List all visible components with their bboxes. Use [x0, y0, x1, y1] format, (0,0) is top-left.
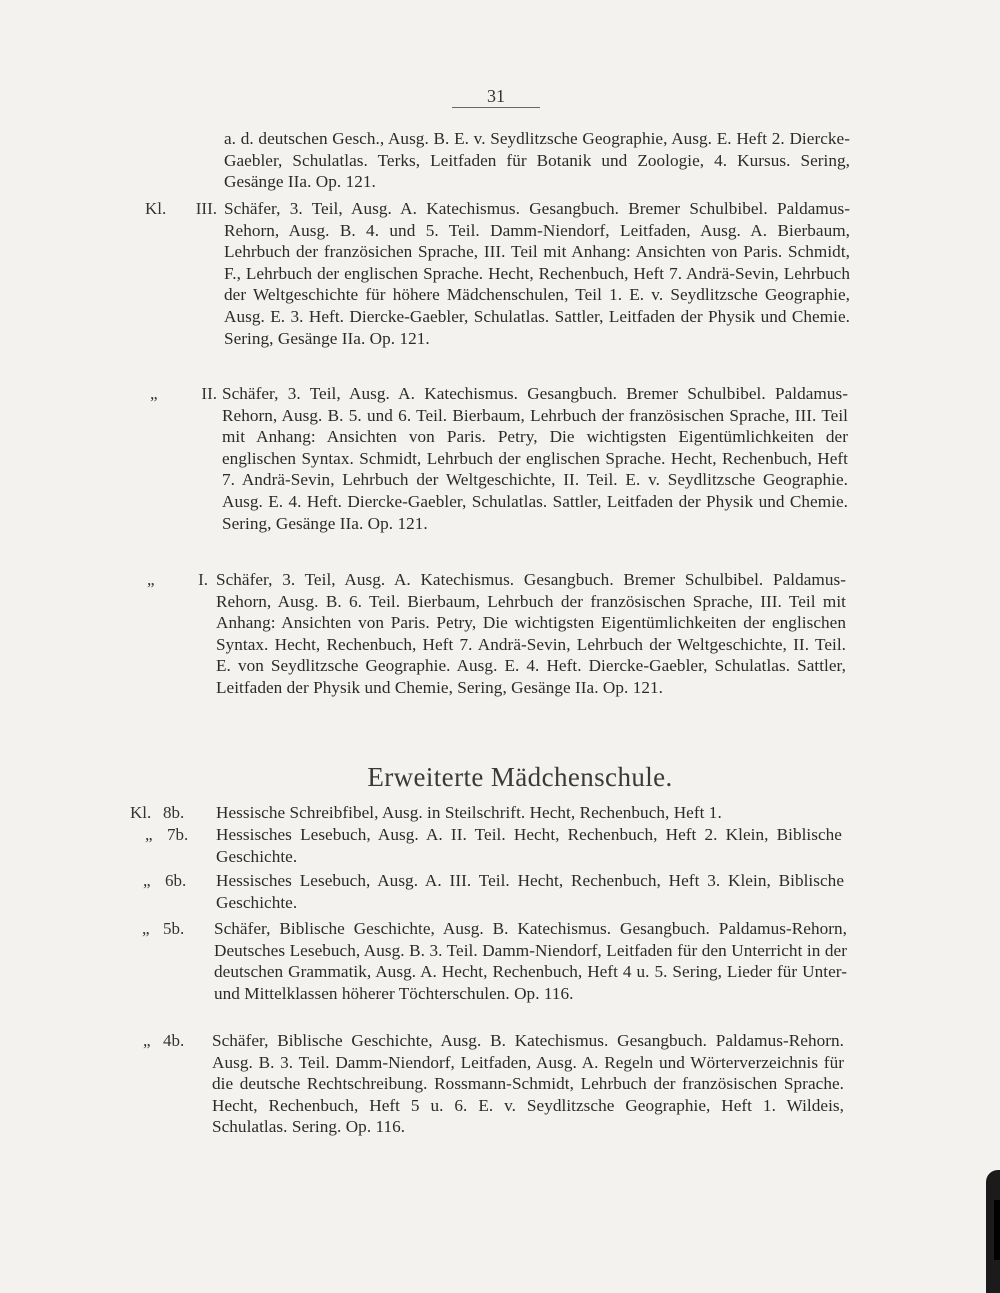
entry-prefix: „ — [143, 1031, 151, 1050]
entry-class: III. — [195, 199, 217, 218]
entry-class: I. — [198, 570, 208, 589]
entry-text: Schäfer, 3. Teil, Ausg. A. Katechismus. Gesangbuch. Bremer Schulbibel. Paldamus-Rehorn, Ausg. B. 6. Teil. Bierbaum, Lehrbuch der französischen Sprache, III. Teil mit Anhang: Ansichten von Paris. Petry, Die wichtigsten Eigentümlichkeiten der englischen Syntax. Hecht, Rechenbuch, Heft 7. Andrä-Sevin, Lehrbuch der Weltgeschichte, II. Teil. E. von Seydlitzsche Geographie. Ausg. E. 4. Heft. Diercke-Gaebler, Schulatlas. Sattler, Leitfaden der Physik und Chemie, Sering, Gesänge IIa. Op. 121. — [216, 570, 846, 697]
section-heading: Erweiterte Mädchenschule. — [367, 762, 673, 792]
entry-text: Schäfer, Biblische Geschichte, Ausg. B. Katechismus. Gesangbuch. Paldamus-Rehorn. Ausg. B. 3. Teil. Damm-Niendorf, Leitfaden, Ausg. A. Regeln und Wörterverzeichnis für die deutsche Rechtschreibung. Rossmann-Schmidt, Lehrbuch der französischen Sprache. Hecht, Rechenbuch, Heft 5 u. 6. E. v. Seydlitzsche Geographie, Heft 1. Wildeis, Schulatlas. Sering. Op. 116. — [212, 1031, 844, 1137]
scan-edge-dark — [994, 1200, 1000, 1260]
entry-prefix: „ — [145, 825, 153, 844]
entry-text: Schäfer, 3. Teil, Ausg. A. Katechismus. Gesangbuch. Bremer Schulbibel. Paldamus-Rehorn, Ausg. B. 4. und 5. Teil. Damm-Niendorf, Leitfaden, Ausg. A. Bierbaum, Lehrbuch der französichen Sprache, III. Teil mit Anhang: Ansichten von Paris. Schmidt, F., Lehrbuch der englischen Sprache. Hecht, Rechenbuch, Heft 7. Andrä-Sevin, Lehrbuch der Weltgeschichte für höhere Mädchenschulen, Teil 1. E. v. Seydlitzsche Geographie, Ausg. E. 3. Heft. Diercke-Gaebler, Schulatlas. Sattler, Leitfaden der Physik und Chemie. Sering, Gesänge IIa. Op. 121. — [224, 199, 850, 348]
entry-prefix: „ — [143, 871, 151, 890]
entry-text: Hessisches Lesebuch, Ausg. A. II. Teil. Hecht, Rechenbuch, Heft 2. Klein, Biblische Geschichte. — [216, 825, 842, 866]
entry-prefix: „ — [147, 570, 155, 589]
entry-prefix: „ — [150, 384, 158, 403]
page-number: 31 — [452, 86, 540, 108]
entry-class: 8b. — [163, 803, 185, 822]
entry-text: Hessische Schreibfibel, Ausg. in Steilschrift. Hecht, Rechenbuch, Heft 1. — [216, 803, 722, 822]
entry-text: Schäfer, Biblische Geschichte, Ausg. B. Katechismus. Gesangbuch. Paldamus-Rehorn, Deutsches Lesebuch, Ausg. B. 3. Teil. Damm-Niendorf, Leitfaden für den Unterricht in der deutschen Grammatik, Ausg. A. Hecht, Rechenbuch, Heft 4 u. 5. Sering, Lieder für Unter- und Mittelklassen höherer Töchterschulen. Op. 116. — [214, 919, 847, 1003]
entry-class: 4b. — [163, 1031, 185, 1050]
entry-prefix: Kl. — [130, 803, 152, 822]
entry-prefix: „ — [142, 919, 150, 938]
entry-text: Hessisches Lesebuch, Ausg. A. III. Teil. Hecht, Rechenbuch, Heft 3. Klein, Biblische Geschichte. — [216, 871, 844, 912]
entry-prefix: Kl. — [145, 199, 167, 218]
entry-class: II. — [201, 384, 217, 403]
entry-text: Schäfer, 3. Teil, Ausg. A. Katechismus. Gesangbuch. Bremer Schulbibel. Paldamus-Rehorn, Ausg. B. 5. und 6. Teil. Bierbaum, Lehrbuch der französischen Sprache, III. Teil mit Anhang: Ansichten von Paris. Petry, Die wichtigsten Eigentümlichkeiten der englischen Syntax. Schmidt, Lehrbuch der englischen Sprache. Hecht, Rechenbuch, Heft 7. Andrä-Sevin, Lehrbuch der Weltgeschichte, II. Teil. E. v. Seydlitzsche Geographie. Ausg. E. 4. Heft. Diercke-Gaebler, Schulatlas. Sattler, Leitfaden der Physik und Chemie. Sering, Gesänge IIa. Op. 121. — [222, 384, 848, 533]
entry-class: 5b. — [163, 919, 185, 938]
intro-paragraph: a. d. deutschen Gesch., Ausg. B. E. v. Seydlitzsche Geographie, Ausg. E. Heft 2. Diercke-Gaebler, Schulatlas. Terks, Leitfaden für Botanik und Zoologie, 4. Kursus. Sering, Gesänge IIa. Op. 121. — [224, 129, 850, 192]
entry-class: 6b. — [165, 871, 187, 890]
entry-class: 7b. — [167, 825, 189, 844]
